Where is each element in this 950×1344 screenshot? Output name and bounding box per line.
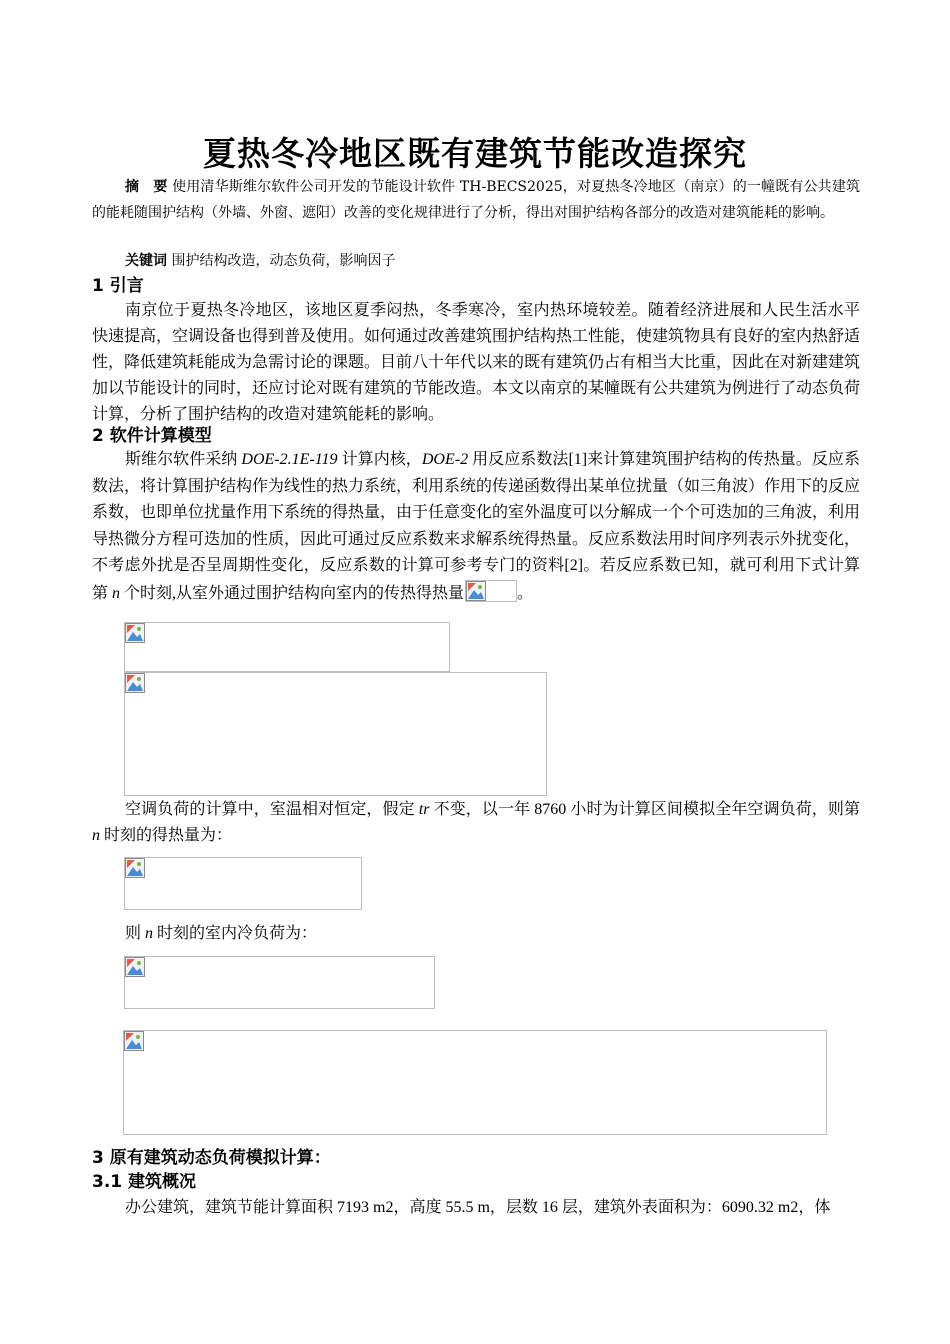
section-2-heading: 2 软件计算模型 [92,426,212,446]
text-run-italic: n [145,925,154,942]
broken-image-icon [125,673,145,693]
formula-image-2 [124,672,547,796]
broken-image-icon [125,858,145,878]
text-run: 个时刻,从室外通过围护结构向室内的传热得热量 [120,584,465,602]
text-run-italic: DOE-2 [421,451,469,468]
formula-image-4 [124,956,435,1009]
section-2-paragraph [92,447,860,607]
keywords [125,250,395,272]
text-run-italic: n [112,584,121,602]
text-run: 计算内核， [337,451,422,468]
keywords-label: 关键词 [125,253,167,269]
abstract-label: 摘 要 [125,179,168,195]
section-3-1-paragraph: 办公建筑，建筑节能计算面积 7193 m2，高度 55.5 m，层数 16 层，建筑外表面积为：6090.32 m2，体 [125,1199,831,1216]
formula-image-3 [124,857,362,910]
section-3-heading: 3 原有建筑动态负荷模拟计算： [92,1148,331,1168]
cooling-load-line [125,921,317,947]
inline-formula-image [465,580,517,602]
formula-image-5 [123,1030,827,1135]
section-3-1-heading: 3.1 建筑概况 [92,1172,197,1192]
broken-image-icon [125,623,145,643]
abstract [92,174,860,226]
text-run: 用反应系数法[1]来计算建筑围护结构的传热量。反应系数法，将计算围护结构作为线性的热力系统，利用系统的传递函数得出某单位扰量（如三角波）作用下的反应系数，也即单位扰量作用下系统的得热量，由于任意变化的室外温度可以分解成一个个可迭加的三角波，利用导热微分方程可迭加的性质，因此可通过反应系数来求解系统得热量。反应系数法用时间序列表示外扰变化，不考虑外扰是否呈周期性变化，反应系数的计算可参考专门的资料[2]。若反应系数已知，就可利用下式计算第 [92,451,861,602]
text-run: 。 [517,584,534,602]
text-run: 斯维尔软件采纳 [125,451,242,468]
text-run-italic: DOE-2.1E-119 [241,451,338,468]
broken-image-icon [124,1031,144,1051]
text-run-italic: tr [418,801,430,818]
text-run: 时刻的室内冷负荷为： [153,925,318,942]
text-run-italic: n [92,827,100,844]
abstract-text: 使用清华斯维尔软件公司开发的节能设计软件 TH-BECS2025，对夏热冬冷地区（南京）的一幢既有公共建筑的能耗随围护结构（外墙、外窗、遮阳）改善的变化规律进行了分析，得出对围护结构各部分的改造对建筑能耗的影响。 [92,179,860,221]
broken-image-icon [466,581,486,601]
section-1-paragraph: 南京位于夏热冬冷地区，该地区夏季闷热，冬季寒冷，室内热环境较差。随着经济进展和人民生活水平快速提高，空调设备也得到普及使用。如何通过改善建筑围护结构热工性能，使建筑物具有良好的室内热舒适性，降低建筑耗能成为急需讨论的课题。目前八十年代以来的既有建筑仍占有相当大比重，因此在对新建建筑加以节能设计的同时，还应讨论对既有建筑的节能改造。本文以南京的某幢既有公共建筑为例进行了动态负荷计算，分析了围护结构的改造对建筑能耗的影响。 [92,302,861,423]
text-run: 时刻的得热量为： [100,827,233,844]
text-run: 空调负荷的计算中，室温相对恒定，假定 [125,801,419,818]
paper-title: 夏热冬冷地区既有建筑节能改造探究 [203,134,747,173]
formula-image-1 [124,622,450,672]
ac-load-paragraph [92,797,860,849]
keywords-text: 围护结构改造，动态负荷，影响因子 [167,253,396,269]
text-run: 不变，以一年 8760 小时为计算区间模拟全年空调负荷，则第 [429,801,860,818]
text-run: 则 [125,925,146,942]
broken-image-icon [125,957,145,977]
section-1-heading: 1 引言 [92,276,144,296]
